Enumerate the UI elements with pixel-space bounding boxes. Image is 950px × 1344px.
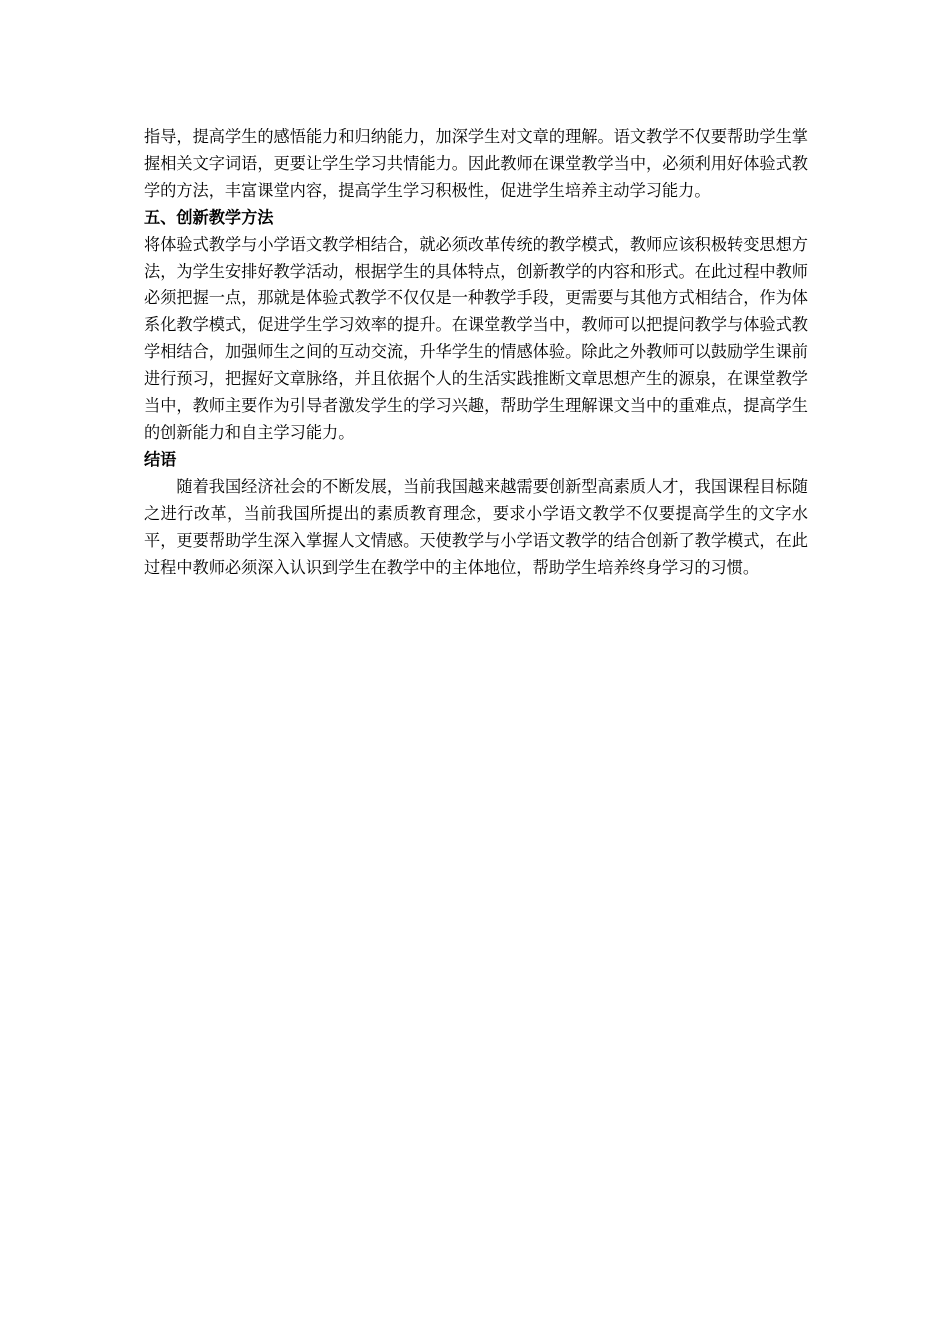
paragraph-conclusion: 随着我国经济社会的不断发展，当前我国越来越需要创新型高素质人才，我国课程目标随之进行改革，当前我国所提出的素质教育理念，要求小学语文教学不仅要提高学生的文字水平，更要帮助学生深入掌握人文情感。天使教学与小学语文教学的结合创新了教学模式，在此过程中教师必须深入认识到学生在教学中的主体地位，帮助学生培养终身学习的习惯。 bbox=[144, 476, 808, 577]
section-heading-conclusion: 结语 bbox=[144, 449, 177, 469]
paragraph-continuation: 指导，提高学生的感悟能力和归纳能力，加深学生对文章的理解。语文教学不仅要帮助学生掌握相关文字词语，更要让学生学习共情能力。因此教师在课堂教学当中，必须利用好体验式教学的方法，丰富课堂内容，提高学生学习积极性，促进学生培养主动学习能力。 bbox=[144, 127, 808, 200]
document-page bbox=[144, 124, 808, 581]
paragraph-innovation: 将体验式教学与小学语文教学相结合，就必须改革传统的教学模式，教师应该积极转变思想方法，为学生安排好教学活动，根据学生的具体特点，创新教学的内容和形式。在此过程中教师必须把握一点，那就是体验式教学不仅仅是一种教学手段，更需要与其他方式相结合，作为体系化教学模式，促进学生学习效率的提升。在课堂教学当中，教师可以把提问教学与体验式教学相结合，加强师生之间的互动交流，升华学生的情感体验。除此之外教师可以鼓励学生课前进行预习，把握好文章脉络，并且依据个人的生活实践推断文章思想产生的源泉，在课堂教学当中，教师主要作为引导者激发学生的学习兴趣，帮助学生理解课文当中的重难点，提高学生的创新能力和自主学习能力。 bbox=[144, 234, 808, 442]
section-heading-innovation: 五、创新教学方法 bbox=[144, 207, 274, 227]
